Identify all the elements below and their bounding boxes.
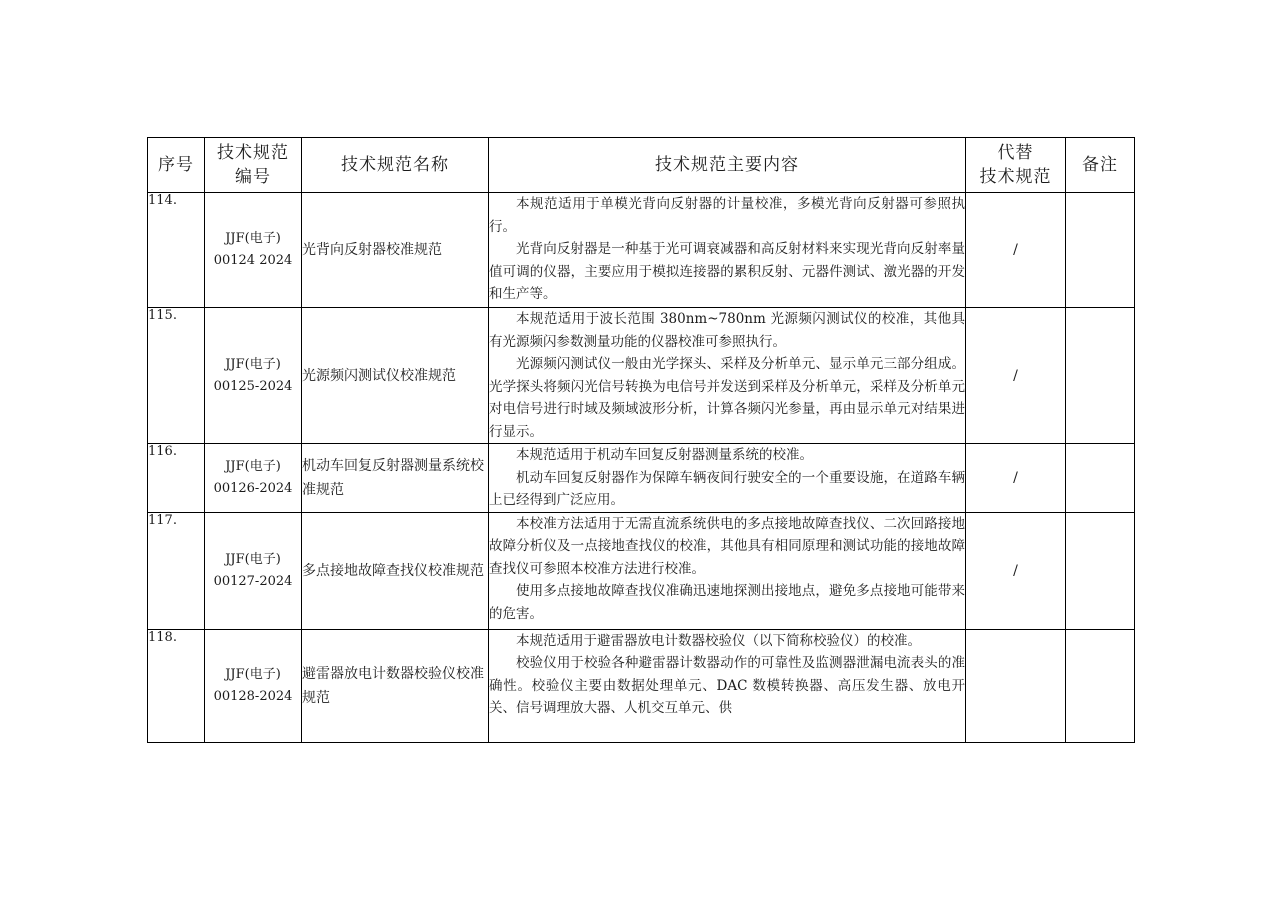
header-replace-line2: 技术规范 [979, 167, 1052, 187]
header-code-line2: 编号 [235, 167, 271, 187]
table-row [148, 444, 1135, 513]
row-seq: 118. [148, 629, 205, 742]
row-content-para1: 本规范适用于单模光背向反射器的计量校准，多模光背向反射器可参照执行。 [489, 196, 965, 235]
row-code-line1: JJF(电子) [225, 231, 281, 246]
header-code [205, 138, 302, 193]
row-code [205, 444, 302, 513]
row-content-para2: 校验仪用于校验各种避雷器计数器动作的可靠性及监测器泄漏电流表头的准确性。校验仪主要由数据处理单元、DAC 数模转换器、高压发生器、放电开关、信号调理放大器、人机交互单元、供 [489, 655, 965, 716]
row-name: 避雷器放电计数器校验仪校准规范 [302, 629, 489, 742]
row-content [489, 629, 966, 742]
row-code [205, 512, 302, 629]
row-name: 机动车回复反射器测量系统校准规范 [302, 444, 489, 513]
header-note: 备注 [1066, 138, 1135, 193]
header-seq: 序号 [148, 138, 205, 193]
row-replace: / [966, 512, 1066, 629]
row-content [489, 444, 966, 513]
row-code [205, 308, 302, 444]
row-name: 光源频闪测试仪校准规范 [302, 308, 489, 444]
table-row [148, 193, 1135, 308]
header-name: 技术规范名称 [302, 138, 489, 193]
row-note [1066, 308, 1135, 444]
table-row [148, 512, 1135, 629]
row-replace: / [966, 308, 1066, 444]
row-content-para1: 本规范适用于波长范围 380nm~780nm 光源频闪测试仪的校准，其他具有光源频闪参数测量功能的仪器校准可参照执行。 [489, 311, 965, 350]
row-replace [966, 629, 1066, 742]
row-code-line1: JJF(电子) [225, 551, 281, 567]
row-note [1066, 512, 1135, 629]
row-content-para2: 使用多点接地故障查找仪准确迅速地探测出接地点，避免多点接地可能带来的危害。 [489, 583, 965, 622]
row-content-para1: 本规范适用于避雷器放电计数器校验仪（以下简称校验仪）的校准。 [516, 632, 921, 649]
row-replace: / [966, 444, 1066, 513]
row-code-line1: JJF(电子) [225, 666, 281, 682]
row-code [205, 629, 302, 742]
row-seq: 114. [148, 193, 205, 308]
row-code-line2: 00126-2024 [213, 480, 293, 496]
row-content [489, 193, 966, 308]
row-replace: / [966, 193, 1066, 308]
row-note [1066, 193, 1135, 308]
row-seq: 115. [148, 308, 205, 444]
header-replace [966, 138, 1066, 193]
row-code-line1: JJF(电子) [225, 458, 281, 474]
table-header-row [148, 138, 1135, 193]
row-note [1066, 444, 1135, 513]
header-code-line1: 技术规范 [217, 143, 289, 163]
row-content-para1: 本校准方法适用于无需直流系统供电的多点接地故障查找仪、二次回路接地故障分析仪及一点接地查找仪的校准，其他具有相同原理和测试功能的接地故障查找仪可参照本校准方法进行校准。 [489, 515, 965, 577]
row-seq: 116. [148, 444, 205, 513]
row-name: 多点接地故障查找仪校准规范 [302, 512, 489, 629]
row-seq: 117. [148, 512, 205, 629]
row-note [1066, 629, 1135, 742]
row-content-para2: 机动车回复反射器作为保障车辆夜间行驶安全的一个重要设施，在道路车辆上已经得到广泛应用。 [489, 469, 965, 508]
row-name: 光背向反射器校准规范 [302, 193, 489, 308]
row-content [489, 512, 966, 629]
row-content [489, 308, 966, 444]
table-row [148, 629, 1135, 742]
row-code-line2: 00124 2024 [213, 253, 293, 268]
spec-table [147, 137, 1135, 743]
row-code-line1: JJF(电子) [225, 356, 281, 372]
row-content-para1: 本规范适用于机动车回复反射器测量系统的校准。 [516, 447, 813, 463]
row-content-clip [489, 630, 965, 740]
row-code-line2: 00125-2024 [213, 378, 293, 394]
row-code-line2: 00128-2024 [213, 688, 293, 704]
table-row [148, 308, 1135, 444]
header-content: 技术规范主要内容 [489, 138, 966, 193]
row-code [205, 193, 302, 308]
row-content-para2: 光源频闪测试仪一般由光学探头、采样及分析单元、显示单元三部分组成。光学探头将频闪光信号转换为电信号并发送到采样及分析单元，采样及分析单元对电信号进行时域及频域波形分析，计算各频闪光参量，再由显示单元对结果进行显示。 [489, 356, 965, 440]
row-content-para2: 光背向反射器是一种基于光可调衰减器和高反射材料来实现光背向反射率量值可调的仪器，主要应用于模拟连接器的累积反射、元器件测试、激光器的开发和生产等。 [489, 241, 965, 302]
header-replace-line1: 代替 [997, 143, 1034, 163]
row-code-line2: 00127-2024 [213, 573, 293, 589]
